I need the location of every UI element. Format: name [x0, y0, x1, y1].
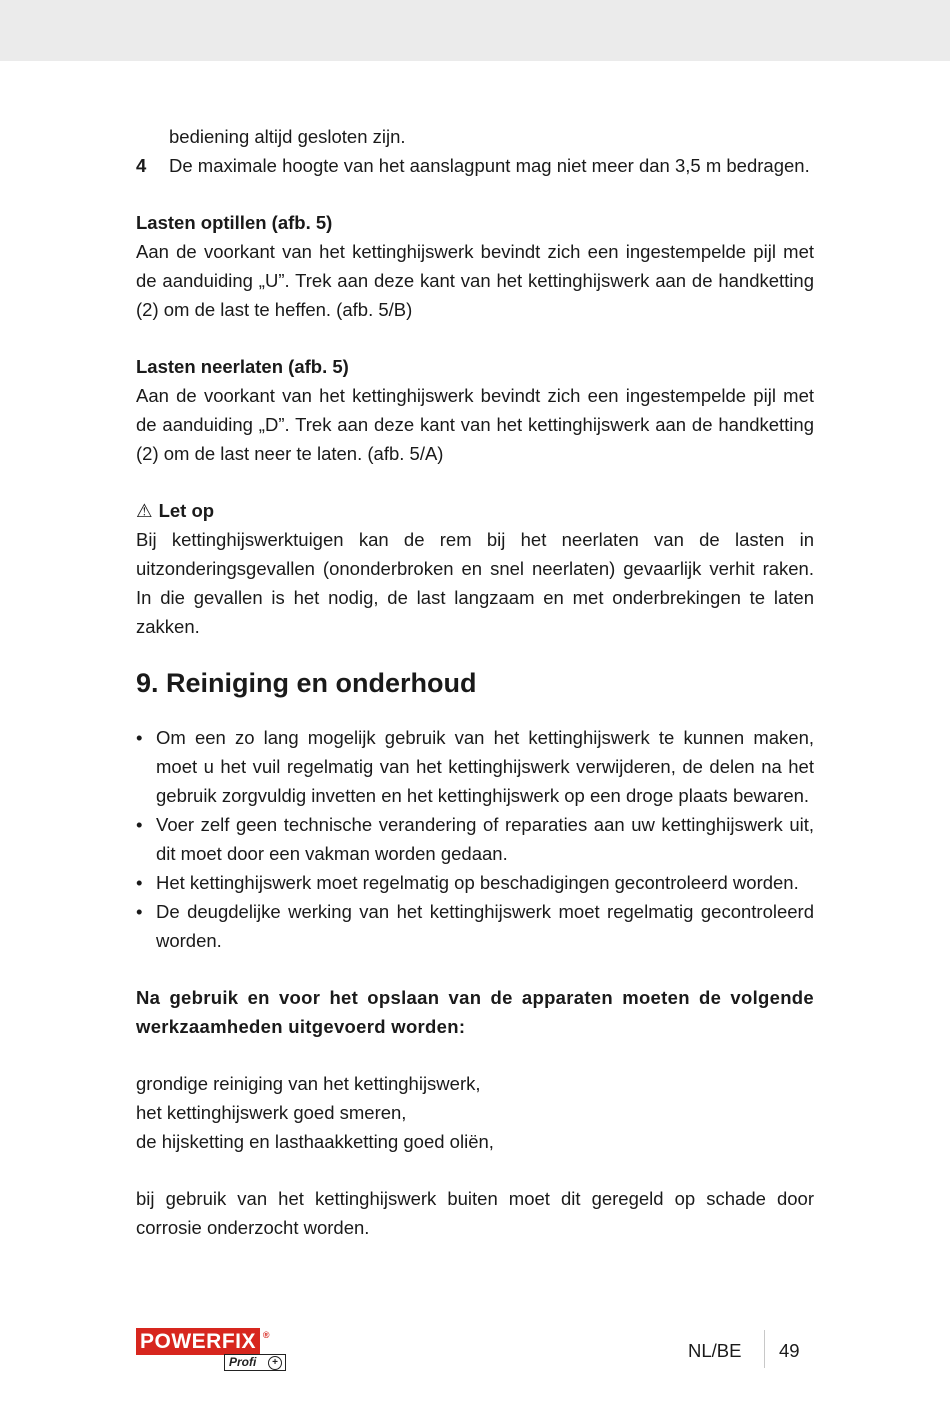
page-top-band [0, 0, 950, 61]
task-list [136, 1069, 814, 1156]
numbered-item-4 [136, 151, 814, 180]
item-number: 4 [136, 155, 147, 176]
logo-profi-badge [224, 1354, 286, 1371]
logo-text: POWERFIX [139, 1330, 256, 1353]
lower-heading: Lasten neerlaten (afb. 5) [136, 356, 349, 377]
list-item [136, 868, 814, 897]
bullet-text: De deugdelijke werking van het kettinghijswerk moet regelmatig gecontroleerd worden. [156, 901, 814, 951]
task-line: grondige reiniging van het kettinghijswerk, [136, 1073, 481, 1094]
lower-body: Aan de voorkant van het kettinghijswerk bevindt zich een ingestempelde pijl met de aanduiding „D”. Trek aan deze kant van het kettinghijswerk aan de handketting (2) om de last neer te laten. (afb. 5/A) [136, 385, 814, 464]
lift-body: Aan de voorkant van het kettinghijswerk bevindt zich een ingestempelde pijl met de aanduiding „U”. Trek aan deze kant van het kettinghijswerk aan de handketting (2) om de last te heffen. (afb. 5/B) [136, 241, 814, 320]
bullet-icon: • [136, 727, 143, 748]
task-line: de hijsketting en lasthaakketting goed oliën, [136, 1131, 494, 1152]
list-item [136, 810, 814, 868]
list-continuation: bediening altijd gesloten zijn. [169, 126, 406, 147]
footer-language: NL/BE [688, 1340, 742, 1361]
warning-triangle-icon: ⚠ [136, 500, 153, 521]
page-content [136, 122, 814, 1242]
list-item [136, 897, 814, 955]
bullet-icon: • [136, 901, 143, 922]
registered-mark: ® [262, 1330, 270, 1340]
powerfix-logo [136, 1328, 286, 1373]
lift-heading: Lasten optillen (afb. 5) [136, 212, 333, 233]
caution-heading-row [136, 496, 814, 525]
task-line: het kettinghijswerk goed smeren, [136, 1102, 407, 1123]
storage-note: Na gebruik en voor het opslaan van de apparaten moeten de volgende werkzaamheden uitgevoerd worden: [136, 987, 814, 1037]
logo-sub-text: Profi [229, 1355, 257, 1369]
plus-circle-icon: + [268, 1356, 282, 1370]
bullet-text: Het kettinghijswerk moet regelmatig op beschadigingen gecontroleerd worden. [156, 872, 799, 893]
caution-body: Bij kettinghijswerktuigen kan de rem bij het neerlaten van de lasten in uitzonderingsgevallen (ononderbroken en snel neerlaten) gevaarlijk verhit raken. In die gevallen is het nodig, de last langzaam en met onderbrekingen te laten zakken. [136, 529, 814, 637]
bullet-icon: • [136, 814, 143, 835]
caution-heading: Let op [158, 500, 215, 521]
footer-divider [764, 1330, 765, 1368]
maintenance-bullet-list [136, 723, 814, 955]
bullet-text: Om een zo lang mogelijk gebruik van het kettinghijswerk te kunnen maken, moet u het vuil regelmatig van het kettinghijswerk verwijderen, de delen na het gebruik zorgvuldig invetten en het kettinghijswerk op een droge plaats bewaren. [156, 727, 814, 806]
bullet-icon: • [136, 872, 143, 893]
bullet-text: Voer zelf geen technische verandering of reparaties aan uw kettinghijswerk uit, dit moet door een vakman worden gedaan. [156, 814, 814, 864]
page-number: 49 [779, 1340, 800, 1361]
logo-wordmark [136, 1328, 270, 1355]
list-item [136, 723, 814, 810]
closing-paragraph: bij gebruik van het kettinghijswerk buiten moet dit geregeld op schade door corrosie onderzocht worden. [136, 1188, 814, 1238]
section-title: 9. Reiniging en onderhoud [136, 668, 477, 698]
item-text: De maximale hoogte van het aanslagpunt mag niet meer dan 3,5 m bedragen. [169, 155, 810, 176]
